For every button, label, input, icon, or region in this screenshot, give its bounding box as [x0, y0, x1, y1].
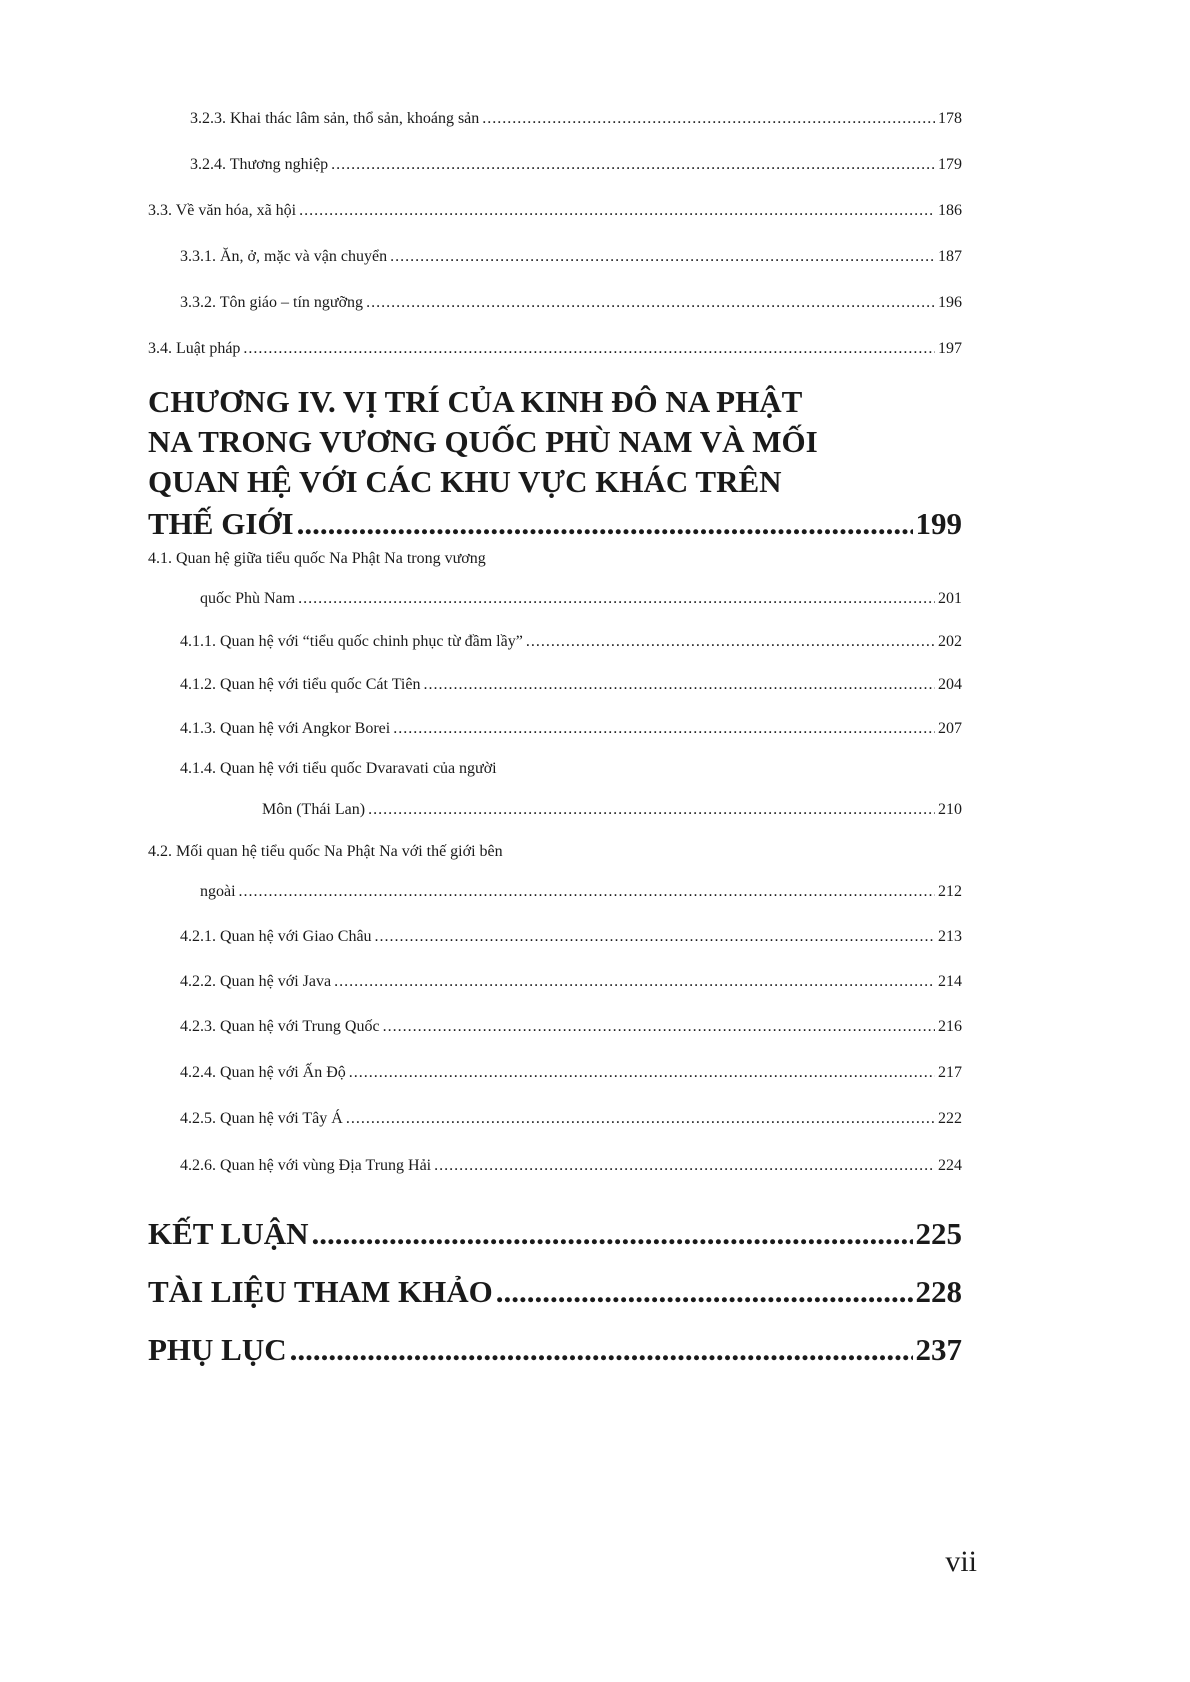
toc-entry [180, 973, 962, 1013]
toc-entry-page: 224 [938, 1157, 962, 1174]
dot-leader [366, 294, 935, 312]
dot-leader [390, 248, 935, 266]
toc-entry-title: ngoài [200, 883, 236, 900]
toc-entry-page: 196 [938, 294, 962, 311]
toc-entry [148, 1274, 962, 1314]
toc-entry-page: 214 [938, 973, 962, 990]
toc-chapter-line: NA TRONG VƯƠNG QUỐC PHÙ NAM VÀ MỐI [148, 424, 818, 459]
dot-leader [298, 590, 935, 608]
toc-chapter-line: QUAN HỆ VỚI CÁC KHU VỰC KHÁC TRÊN [148, 464, 782, 499]
toc-entry-page: 213 [938, 928, 962, 945]
toc-entry-title: 3.3.2. Tôn giáo – tín ngưỡng [180, 294, 364, 311]
toc-entry-title: quốc Phù Nam [200, 590, 296, 607]
toc-entry-page: 210 [938, 801, 962, 818]
dot-leader [526, 633, 935, 651]
toc-entry-page: 179 [938, 156, 962, 173]
toc-entry-page: 228 [915, 1274, 962, 1309]
toc-entry-title: PHỤ LỤC [148, 1332, 287, 1367]
toc-entry-title: 4.2.6. Quan hệ với vùng Địa Trung Hải [180, 1157, 432, 1174]
toc-entry-page: 237 [915, 1332, 962, 1367]
dot-leader [482, 110, 935, 128]
toc-entry-page: 199 [915, 506, 962, 541]
toc-entry-page: 217 [938, 1064, 962, 1081]
toc-entry-page: 178 [938, 110, 962, 127]
toc-chapter-line: CHƯƠNG IV. VỊ TRÍ CỦA KINH ĐÔ NA PHẬT [148, 384, 803, 419]
toc-entry-title: 3.3.1. Ăn, ở, mặc và vận chuyển [180, 248, 388, 265]
toc-entry-page: 187 [938, 248, 962, 265]
toc-entry [148, 506, 962, 546]
toc-entry [180, 294, 962, 334]
dot-leader [383, 1018, 935, 1036]
toc-entry-title: TÀI LIỆU THAM KHẢO [148, 1274, 493, 1309]
dot-leader [368, 801, 935, 819]
toc-entry-first-line: 4.1.4. Quan hệ với tiểu quốc Dvaravati của người [180, 760, 497, 777]
toc-entry [180, 633, 962, 673]
toc-entry-title: 4.1.2. Quan hệ với tiểu quốc Cát Tiên [180, 676, 421, 693]
toc-entry-title: 4.2.1. Quan hệ với Giao Châu [180, 928, 372, 945]
dot-leader [334, 973, 935, 991]
dot-leader [239, 883, 935, 901]
toc-entry [262, 801, 962, 841]
toc-entry-title: KẾT LUẬN [148, 1216, 309, 1251]
toc-entry [180, 928, 962, 968]
dot-leader [331, 156, 935, 174]
toc-entry [180, 1018, 962, 1058]
toc-entry [180, 720, 962, 760]
toc-entry [148, 1216, 962, 1256]
toc-entry-title: 4.2.3. Quan hệ với Trung Quốc [180, 1018, 380, 1035]
toc-entry [180, 1110, 962, 1150]
toc-entry [200, 883, 962, 923]
toc-entry-page: 204 [938, 676, 962, 693]
toc-entry [200, 590, 962, 630]
toc-entry-first-line: 4.1. Quan hệ giữa tiểu quốc Na Phật Na trong vương [148, 550, 486, 567]
toc-entry-page: 197 [938, 340, 962, 357]
toc-entry [180, 1157, 962, 1197]
page-number: vii [945, 1545, 977, 1578]
toc-entry-first-line: 4.2. Mối quan hệ tiểu quốc Na Phật Na với thế giới bên [148, 843, 503, 860]
toc-entry [180, 1064, 962, 1104]
dot-leader [375, 928, 935, 946]
toc-entry [180, 676, 962, 716]
toc-entry [148, 202, 962, 242]
dot-leader [423, 676, 935, 694]
toc-entry-title: THẾ GIỚI [148, 506, 294, 541]
toc-entry-title: 4.2.4. Quan hệ với Ấn Độ [180, 1064, 346, 1081]
toc-entry-title: Môn (Thái Lan) [262, 801, 366, 818]
toc-entry-page: 202 [938, 633, 962, 650]
toc-entry-page: 207 [938, 720, 962, 737]
toc-entry-page: 201 [938, 590, 962, 607]
dot-leader [496, 1274, 913, 1310]
dot-leader [312, 1216, 913, 1252]
dot-leader [393, 720, 935, 738]
dot-leader [243, 340, 935, 358]
dot-leader [297, 506, 913, 542]
toc-entry-page: 222 [938, 1110, 962, 1127]
toc-entry-title: 3.3. Về văn hóa, xã hội [148, 202, 297, 219]
toc-entry-title: 4.2.5. Quan hệ với Tây Á [180, 1110, 343, 1127]
dot-leader [299, 202, 935, 220]
toc-entry-title: 3.4. Luật pháp [148, 340, 241, 357]
toc-entry-title: 4.1.3. Quan hệ với Angkor Borei [180, 720, 391, 737]
dot-leader [434, 1157, 935, 1175]
toc-entry [190, 110, 962, 150]
toc-entry [148, 1332, 962, 1372]
toc-entry-page: 216 [938, 1018, 962, 1035]
dot-leader [349, 1064, 935, 1082]
toc-entry [148, 340, 962, 380]
toc-entry-title: 3.2.4. Thương nghiệp [190, 156, 329, 173]
dot-leader [290, 1332, 913, 1368]
toc-entry-title: 4.2.2. Quan hệ với Java [180, 973, 332, 990]
toc-entry-page: 225 [915, 1216, 962, 1251]
toc-entry-page: 186 [938, 202, 962, 219]
toc-entry-title: 3.2.3. Khai thác lâm sản, thổ sản, khoáng sản [190, 110, 480, 127]
toc-entry-title: 4.1.1. Quan hệ với “tiểu quốc chinh phục từ đầm lầy” [180, 633, 523, 650]
toc-entry [180, 248, 962, 288]
toc-entry-page: 212 [938, 883, 962, 900]
dot-leader [346, 1110, 935, 1128]
toc-entry [190, 156, 962, 196]
